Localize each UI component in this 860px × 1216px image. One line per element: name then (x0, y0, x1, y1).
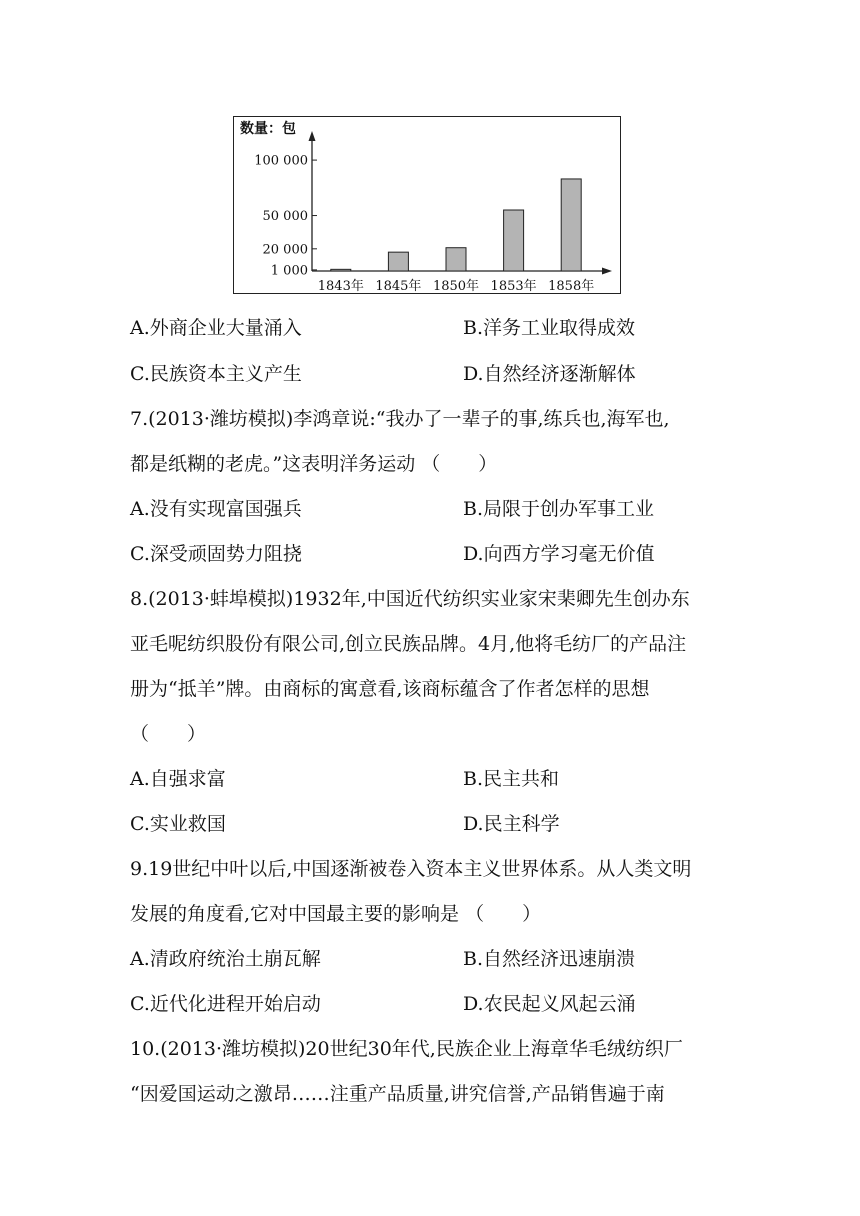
q8-option-c[interactable]: C.实业救国 (130, 813, 226, 835)
q7-options-row-2 (130, 539, 750, 569)
bar (561, 179, 581, 271)
q8-options-row-1 (130, 764, 750, 794)
q9-option-b[interactable]: B.自然经济迅速崩溃 (463, 948, 636, 970)
q7-option-b[interactable]: B.局限于创办军事工业 (463, 498, 655, 520)
q9-options-row-2 (130, 989, 750, 1019)
q8-stem-line-3: 册为“抵羊”牌。由商标的寓意看,该商标蕴含了作者怎样的思想 (130, 678, 650, 700)
q7-options-row-1 (130, 494, 750, 524)
q6-option-c[interactable]: C.民族资本主义产生 (130, 363, 302, 385)
bar-chart (233, 116, 621, 294)
y-tick-label: 1 000 (270, 263, 308, 279)
q9-option-c[interactable]: C.近代化进程开始启动 (130, 993, 321, 1015)
q10-stem-line-1: 10.(2013·潍坊模拟)20世纪30年代,民族企业上海章华毛绒纺织厂 (130, 1038, 683, 1060)
x-tick-label: 1850年 (432, 279, 480, 294)
q9-stem-line-2: 发展的角度看,它对中国最主要的影响是 （ ） (130, 903, 542, 925)
x-tick-label: 1845年 (375, 279, 422, 294)
bar (504, 210, 524, 271)
y-tick-label: 50 000 (262, 209, 308, 225)
q9-option-d[interactable]: D.农民起义风起云涌 (463, 993, 636, 1015)
q7-option-d[interactable]: D.向西方学习毫无价值 (463, 543, 655, 565)
q6-options-row-1 (130, 313, 750, 343)
q9-stem-line-1: 9.19世纪中叶以后,中国逐渐被卷入资本主义世界体系。从人类文明 (130, 858, 692, 880)
q8-stem-line-1: 8.(2013·蚌埠模拟)1932年,中国近代纺织实业家宋棐卿先生创办东 (130, 588, 690, 610)
y-tick-label: 20 000 (262, 242, 308, 258)
bar (388, 252, 408, 271)
y-axis-arrow (309, 131, 316, 141)
bar (331, 269, 351, 271)
q8-option-d[interactable]: D.民主科学 (463, 813, 560, 835)
q6-options-row-2 (130, 359, 750, 389)
q9-options-row-1 (130, 944, 750, 974)
q10-stem-line-2: “因爱国运动之激昂……注重产品质量,讲究信誉,产品销售遍于南 (130, 1083, 665, 1105)
x-tick-label: 1843年 (317, 279, 364, 294)
q8-stem-line-2: 亚毛呢纺织股份有限公司,创立民族品牌。4月,他将毛纺厂的产品注 (130, 633, 687, 655)
x-tick-label: 1858年 (548, 279, 595, 294)
q6-option-d[interactable]: D.自然经济逐渐解体 (463, 363, 636, 385)
q8-stem-line-4: （ ） (130, 723, 207, 745)
q6-option-a[interactable]: A.外商企业大量涌入 (130, 317, 302, 339)
y-tick-label: 100 000 (254, 153, 308, 169)
bar (446, 248, 466, 271)
q7-stem-line-1: 7.(2013·潍坊模拟)李鸿章说:“我办了一辈子的事,练兵也,海军也, (130, 408, 670, 430)
q8-option-a[interactable]: A.自强求富 (130, 768, 226, 790)
q8-options-row-2 (130, 809, 750, 839)
y-axis-label: 数量：包 (240, 121, 296, 137)
q7-option-c[interactable]: C.深受顽固势力阻挠 (130, 543, 302, 565)
q9-option-a[interactable]: A.清政府统治土崩瓦解 (130, 948, 321, 970)
x-axis-arrow (602, 268, 612, 275)
q8-option-b[interactable]: B.民主共和 (463, 768, 560, 790)
x-tick-label: 1853年 (490, 279, 537, 294)
q7-stem-line-2: 都是纸糊的老虎。”这表明洋务运动 （ ） (130, 453, 498, 475)
chart-svg (234, 117, 622, 295)
q6-option-b[interactable]: B.洋务工业取得成效 (463, 317, 636, 339)
q7-option-a[interactable]: A.没有实现富国强兵 (130, 498, 302, 520)
